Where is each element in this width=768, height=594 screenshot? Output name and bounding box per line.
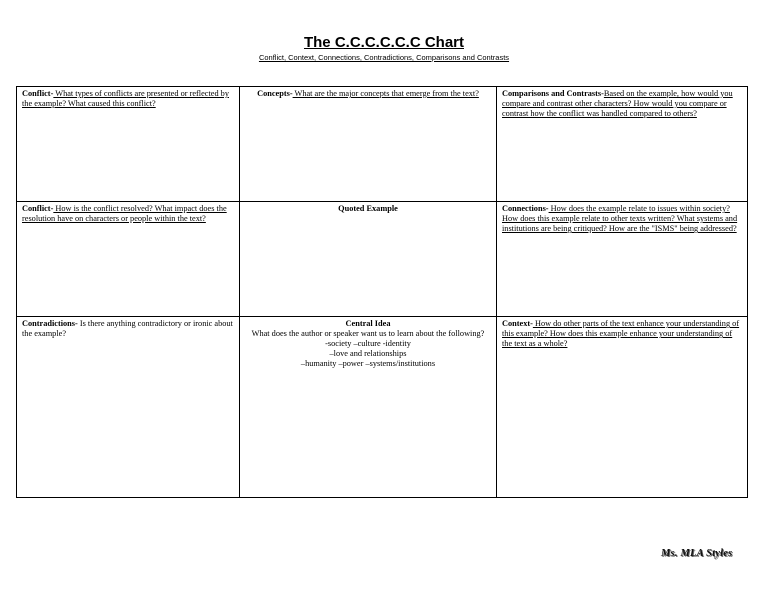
cell-label: Comparisons and Contrasts-: [502, 89, 604, 98]
cell-prompt: How do other parts of the text enhance your understanding of this example? How does this example enhance your understanding of the text as a whole?: [502, 319, 740, 349]
cell-label: Concepts-: [257, 89, 293, 98]
cell-concepts[interactable]: [240, 87, 497, 202]
cell-comparisons-contrasts[interactable]: [497, 87, 748, 202]
cell-prompt: Is there anything contradictory or ironic about the example?: [22, 319, 233, 339]
page-title: The C.C.C.C.C.C Chart: [303, 34, 464, 51]
cccccc-chart-table: [16, 86, 748, 498]
cell-quoted-example[interactable]: [240, 202, 497, 317]
cell-prompt: How is the conflict resolved? What impact does the resolution have on characters or people within the text?: [22, 204, 227, 224]
central-idea-question: What does the author or speaker want us to learn about the following?: [251, 329, 485, 339]
cell-prompt: Based on the example, how would you compare and contrast other characters? How would you compare or contrast how the conflict was handled compared to others?: [502, 89, 733, 118]
chart-row-2: [17, 202, 748, 317]
cell-label: Connections-: [502, 204, 549, 214]
cell-prompt: How does the example relate to issues within society? How does this example relate to other texts written? What systems and institutions are being critiqued? How are the "ISMS" being addressed?: [502, 204, 738, 234]
cell-label: Contradictions-: [22, 319, 78, 329]
central-idea-topics-2: –love and relationships: [329, 349, 407, 359]
cell-label: Conflict-: [22, 204, 54, 214]
cell-context[interactable]: [497, 317, 748, 498]
cell-prompt: What are the major concepts that emerge from the text?: [292, 89, 479, 98]
central-idea-topics-1: -society –culture -identity: [325, 339, 411, 349]
central-idea-topics-3: –humanity –power –systems/institutions: [300, 359, 436, 369]
page-subtitle: Conflict, Context, Connections, Contradictions, Comparisons and Contrasts: [258, 53, 510, 62]
cell-conflict-resolution[interactable]: [17, 202, 240, 317]
cell-contradictions[interactable]: [17, 317, 240, 498]
cell-label: Central Idea: [345, 319, 391, 329]
brand-logo: Ms. MLA Styles: [661, 548, 733, 559]
chart-row-3: [17, 317, 748, 498]
cell-label: Context-: [502, 319, 533, 329]
cell-connections[interactable]: [497, 202, 748, 317]
cell-prompt: What types of conflicts are presented or reflected by the example? What caused this conflict?: [22, 89, 229, 108]
cell-label: Quoted Example: [338, 204, 398, 214]
cell-conflict-causes[interactable]: [17, 87, 240, 202]
cell-central-idea[interactable]: [240, 317, 497, 498]
cell-label: Conflict-: [22, 89, 54, 98]
chart-row-1: [17, 87, 748, 202]
